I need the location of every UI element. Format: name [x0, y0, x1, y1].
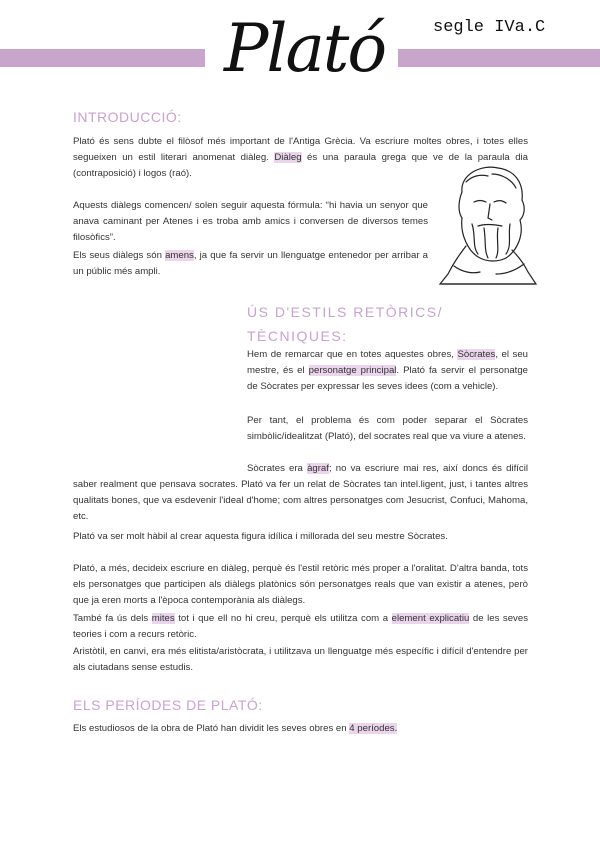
header-bar-left — [0, 49, 205, 67]
rhetoric-paragraph-4: Plató va ser molt hàbil al crear aquesta figura idílica i millorada del seu mestre Sòcrates. — [73, 531, 448, 542]
rhetoric-paragraph-2: Per tant, el problema és com poder separar el Sòcrates simbòlic/idealitzat (Plató), del socrates real que va viure a atenes. — [247, 415, 528, 442]
intro-heading: INTRODUCCIÓ: — [73, 109, 182, 125]
highlight-amens: amens — [165, 250, 194, 261]
highlight-socrates: Sòcrates — [457, 349, 496, 360]
rhetoric-paragraph-6: També fa ús dels mites tot i que ell no hi creu, perquè els utilitza com a element explicatiu de les seves teories i com a recurs retòric. — [73, 613, 528, 640]
era-label: segle IVa.C — [433, 18, 546, 37]
plato-bust-icon — [432, 162, 544, 290]
rhetoric-heading: ÚS D'ESTILS RETÒRICS/ TÈCNIQUES: — [247, 304, 443, 344]
highlight-mites: mites — [151, 613, 175, 624]
highlight-element-explicatiu: element explicatiu — [391, 613, 470, 624]
highlight-agraf: àgraf — [307, 463, 329, 474]
rhetoric-paragraph-3: Sòcrates era àgraf; no va escriure mai res, així doncs és difícil saber realment que pensava socrates. Plató va fer un relat de Sòcrates tan intel.ligent, just, i tantes altres qualitats bones, que va esdevenir l'ideal d'home; com altres personatges com Jesucrist, Confuci, Mahoma, etc. — [73, 463, 528, 522]
highlight-4-periodes: 4 períodes. — [349, 723, 398, 734]
intro-paragraph-1: Plató és sens dubte el filòsof més important de l'Antiga Grècia. Va escriure moltes obres, i totes elles segueixen un estil literari anomenat diàleg. Diàleg és una paraula grega que ve de la paraula dia (contraposició) i logos (raó). — [73, 136, 528, 179]
highlight-dialeg: Diàleg — [274, 152, 302, 163]
rhetoric-paragraph-7: Aristòtil, en canvi, era més elitista/aristòcrata, i utilitzava un llenguatge més específic i difícil d'entendre per als ciutadans sense estudis. — [73, 646, 528, 673]
header-bar-right — [398, 49, 600, 67]
highlight-personatge-principal: personatge principal — [308, 365, 397, 376]
intro-paragraph-3: Els seus diàlegs són amens, ja que fa servir un llenguatge entenedor per arribar a un públic més ampli. — [73, 250, 429, 277]
page-title: Plató — [223, 10, 386, 87]
periods-heading: ELS PERÍODES DE PLATÓ: — [73, 697, 263, 713]
periods-paragraph-1: Els estudiosos de la obra de Plató han dividit les seves obres en 4 períodes. — [73, 723, 398, 734]
rhetoric-paragraph-1: Hem de remarcar que en totes aquestes obres, Sòcrates, el seu mestre, és el personatge principal. Plató fa servir el personatge de Sòcrates per expressar les seves idees (com a vehicle). — [247, 349, 528, 392]
rhetoric-paragraph-5: Plató, a més, decideix escriure en diàleg, perquè és l'estil retòric més proper a l'oralitat. D'altra banda, tots els personatges que participen als diàlegs platònics són personatges reals que van existir a atenes, però que ja eren morts a l'època contemporània als diàlegs. — [73, 563, 528, 606]
intro-paragraph-2: Aquests diàlegs comencen/ solen seguir aquesta fórmula: “hi havia un senyor que anava caminant per Atenes i es troba amb amics i conversen de diversos temes filosòfics”. — [73, 200, 428, 243]
